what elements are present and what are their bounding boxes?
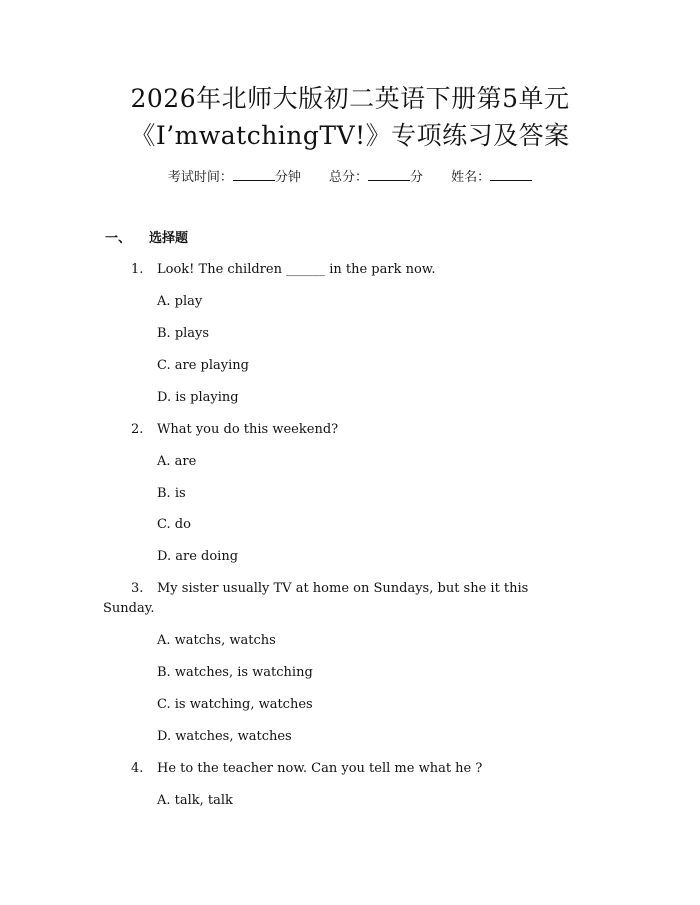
question-3-option-d: D. watches, watches	[157, 729, 292, 744]
exam-meta	[0, 168, 700, 187]
question-2-option-d: D. are doing	[157, 549, 239, 564]
section-heading	[105, 230, 188, 248]
question-text: He to the teacher now. Can you tell me what he ?	[157, 761, 483, 776]
total-score-field	[329, 168, 423, 187]
question-4-option-a: A. talk, talk	[157, 793, 233, 808]
question-text: Look! The children ______ in the park now.	[157, 262, 436, 277]
exam-time-label: 考试时间：	[167, 170, 233, 185]
question-text: What you do this weekend?	[157, 422, 339, 437]
question-3-option-b: B. watches, is watching	[157, 665, 313, 680]
question-3	[131, 580, 528, 598]
question-text: My sister usually TV at home on Sundays, but she it this	[157, 581, 529, 596]
question-2-option-c: C. do	[157, 517, 191, 532]
question-1-option-c: C. are playing	[157, 358, 249, 373]
question-1-option-b: B. plays	[157, 326, 210, 341]
section-title: 选择题	[149, 231, 189, 246]
question-2	[131, 421, 338, 439]
total-score-label: 总分：	[328, 170, 368, 185]
question-number: 1.	[131, 262, 144, 277]
question-2-option-a: A. are	[157, 454, 197, 469]
question-4	[131, 760, 482, 778]
page-title-line-2: 《I’mwatchingTV!》专项练习及答案	[130, 121, 570, 150]
exam-time-blank[interactable]	[233, 168, 275, 181]
question-number: 3.	[131, 581, 144, 596]
question-3-option-c: C. is watching, watches	[157, 697, 313, 712]
page-title-line-1: 2026年北师大版初二英语下册第5单元	[130, 84, 570, 113]
student-name-label: 姓名：	[451, 170, 491, 185]
question-number: 4.	[131, 761, 144, 776]
question-1-option-d: D. is playing	[157, 390, 239, 405]
student-name-blank[interactable]	[490, 168, 532, 181]
question-1-option-a: A. play	[157, 294, 203, 309]
exam-time-unit: 分钟	[274, 170, 301, 185]
question-number: 2.	[131, 422, 144, 437]
question-3-continuation: Sunday.	[103, 601, 155, 616]
total-score-blank[interactable]	[368, 168, 410, 181]
student-name-field	[451, 168, 532, 187]
exam-time-field	[168, 168, 301, 187]
question-2-option-b: B. is	[157, 486, 186, 501]
section-number: 一、	[105, 231, 132, 246]
total-score-unit: 分	[410, 170, 424, 185]
question-1	[131, 261, 436, 279]
question-3-option-a: A. watchs, watchs	[157, 633, 276, 648]
